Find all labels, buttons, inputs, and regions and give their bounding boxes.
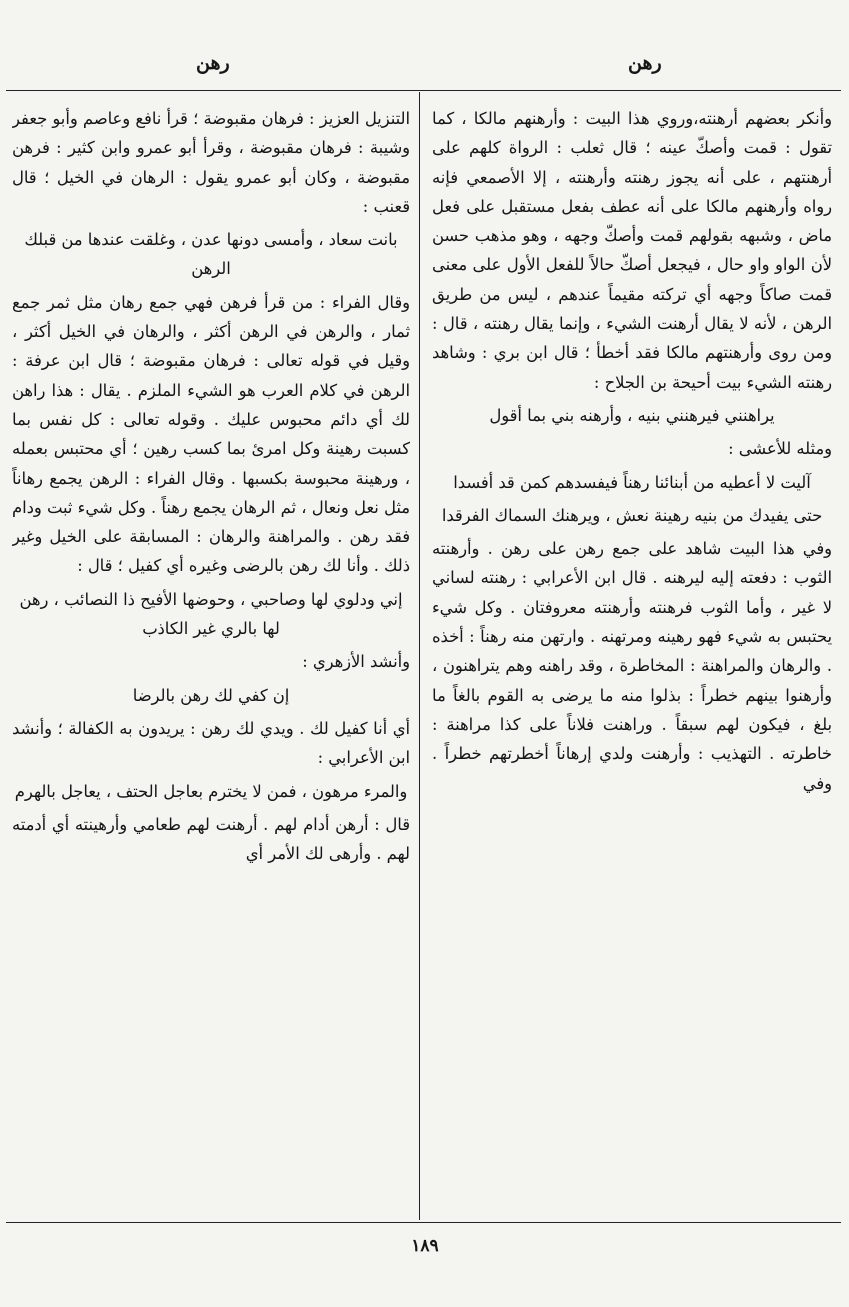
right-paragraph-1: وأنكر بعضهم أرهنته،وروي هذا البيت : وأرهنهم مالكا ، كما تقول : قمت وأصكّ عينه ؛ قال ثعلب : الرواة كلهم على أرهنتهم ، على أنه يجوز رهنته وأرهنته ، إلا الأصمعي فإنه رواه وأرهنهم مالكا على أنه عطف بفعل مستقبل على فعل ماض ، وشبهه بقولهم قمت وأصكّ وجهه ، وهو مذهب حسن لأن الواو واو حال ، فيجعل أصكّ حالاً للفعل الأول على معنى قمت صاكاً وجهه أي تركته مقيماً عندهم ، ليس من طريق الرهن ، لأنه لا يقال أرهنت الشيء ، وإنما يقال رهنته ، قال : ومن روى وأرهنتهم مالكا فقد أخطأ ؛ قال ابن بري : وشاهد رهنته الشيء بيت أحيحة بن الجلاح :	[432, 109, 832, 392]
left-paragraph-2: وقال الفراء : من قرأ فرهن فهي جمع رهان مثل ثمر جمع ثمار ، والرهن في الرهن أكثر ، والرهان في الخيل أكثر ، وقيل في قوله تعالى : فرهان مقبوضة ؛ قال ابن عرفة : الرهن في كلام العرب هو الشيء الملزم . يقال : هذا راهن لك أي دائم محبوس عليك . وقوله تعالى : كل نفس بما كسبت رهينة وكل امرئ بما كسب رهين ؛ أي محتبس بعمله ، ورهينة محبوسة بكسبها . وقال الفراء : الرهن يجمع رهاناً مثل نعل ونعال ، ثم الرهان يجمع رهناً . وكل شيء ثبت ودام فقد رهن . والمراهنة والرهان : المسابقة على الخيل وغير ذلك . وأنا لك رهن بالرضى وغيره أي كفيل ؛ قال :	[12, 292, 410, 576]
right-paragraph-3: وفي هذا البيت شاهد على جمع رهن على رهن . وأرهنته الثوب : دفعته إليه ليرهنه . قال ابن الأعرابي : رهنته لساني لا غير ، وأما الثوب فرهنته وأرهنته معروفتان . وكل شيء يحتبس به شيء فهو رهينه ومرتهنه . وارتهن منه رهناً : أخذه . والرهان والمراهنة : المخاطرة ، وقد راهنه وهم يتراهنون ، وأرهنوا بينهم خطراً : بذلوا منه ما يرضى به القوم بالغاً ما بلغ ، فيكون لهم سبقاً . وراهنت فلاناً على كذا مراهنة : خاطرته . التهذيب : وأرهنت ولدي إرهاناً أخطرتهم خطراً . وفي	[432, 539, 832, 793]
left-paragraph-5: قال : أرهن أدام لهم . أرهنت لهم طعامي وأرهينته أي أدمته لهم . وأرهى لك الأمر أي	[12, 814, 410, 864]
left-paragraph-4: أي أنا كفيل لك . ويدي لك رهن : يريدون به الكفالة ؛ وأنشد ابن الأعرابي :	[12, 718, 410, 768]
left-column	[12, 104, 410, 1214]
column-divider	[419, 92, 420, 1220]
page-number: ١٨٩	[411, 1236, 439, 1256]
right-verse-2: آليت لا أعطيه من أبنائنا رهناً فيفسدهم كمن قد أفسدا	[453, 472, 811, 492]
left-verse-1: بانت سعاد ، وأمسى دونها عدن ، وغلقت عندها من قبلك الرهن	[24, 230, 398, 279]
footer-rule	[6, 1222, 841, 1223]
right-verse-3: حتى يفيدك من بنيه رهينة نعش ، ويرهنك السماك الفرقدا	[441, 505, 823, 525]
left-verse-4: والمرء مرهون ، فمن لا يخترم بعاجل الحتف ، يعاجل بالهرم	[14, 781, 408, 801]
left-verse-2: إني ودلوي لها وصاحبي ، وحوضها الأفيح ذا النصائب ، رهن لها بالري غير الكاذب	[19, 589, 403, 639]
running-head-left: رهن	[196, 52, 230, 74]
right-column	[432, 104, 832, 1214]
left-paragraph-1: التنزيل العزيز : فرهان مقبوضة ؛ قرأ نافع وعاصم وأبو جعفر وشيبة : فرهان مقبوضة ، وقرأ أبو عمرو وابن كثير : فرهن مقبوضة ، وكان أبو عمرو يقول : الرهان في الخيل ؛ قال قعنب :	[12, 109, 410, 216]
running-head-right: رهن	[628, 52, 662, 74]
right-verse-1: يراهنني فيرهنني بنيه ، وأرهنه بني بما أقول	[489, 405, 775, 425]
left-paragraph-3: وأنشد الأزهري :	[302, 652, 410, 672]
left-verse-3: إن كفي لك رهن بالرضا	[132, 685, 290, 705]
right-paragraph-2: ومثله للأعشى :	[728, 439, 832, 459]
header-rule	[6, 90, 841, 91]
